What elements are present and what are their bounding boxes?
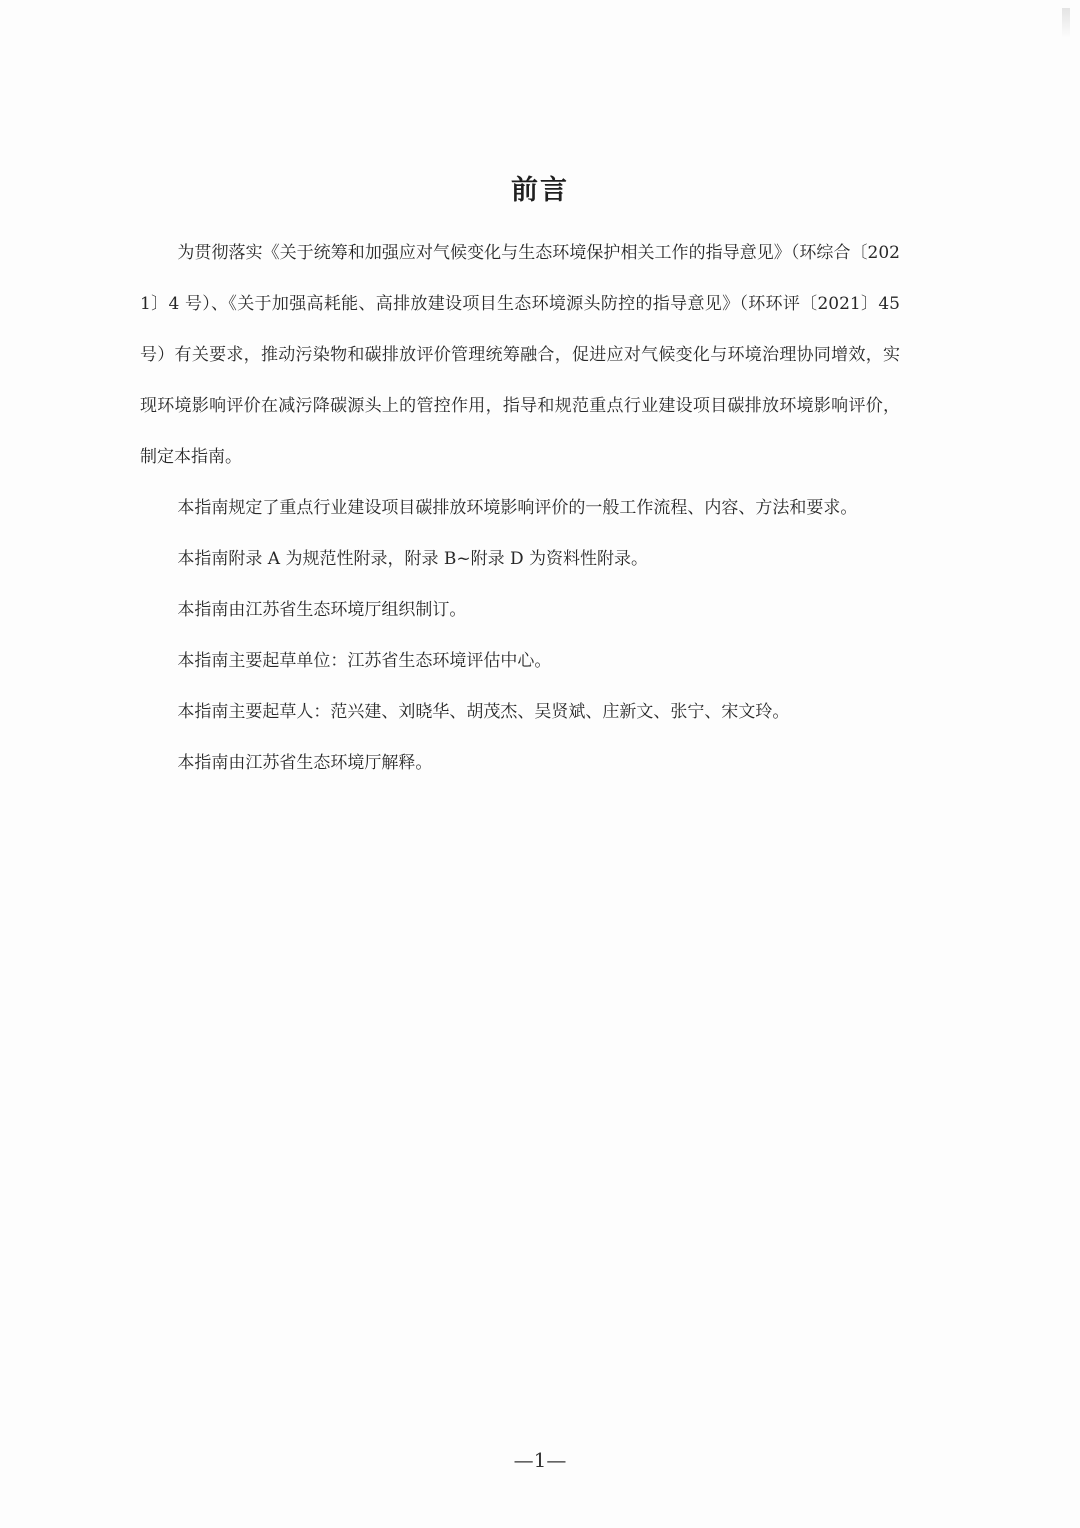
paragraph-purpose: 为贯彻落实《关于统筹和加强应对气候变化与生态环境保护相关工作的指导意见》（环综合〔2021〕4 号）、《关于加强高耗能、高排放建设项目生态环境源头防控的指导意见》（环环评〔2021〕45 号）有关要求，推动污染物和碳排放评价管理统筹融合，促进应对气候变化与环境治理协同增效，实现环境影响评价在减污降碳源头上的管控作用，指导和规范重点行业建设项目碳排放环境影响评价，制定本指南。 <box>140 243 900 467</box>
body-text <box>140 228 900 789</box>
page-title: 前言 <box>511 175 569 206</box>
paragraph-drafting-unit: 本指南主要起草单位：江苏省生态环境评估中心。 <box>177 651 552 671</box>
paragraph-scope: 本指南规定了重点行业建设项目碳排放环境影响评价的一般工作流程、内容、方法和要求。 <box>177 498 858 518</box>
paragraph-appendix: 本指南附录 A 为规范性附录，附录 B~附录 D 为资料性附录。 <box>177 549 649 569</box>
paragraph-drafters: 本指南主要起草人：范兴建、刘晓华、胡茂杰、吴贤斌、庄新文、张宁、宋文玲。 <box>177 702 790 722</box>
page-number: —1— <box>513 1448 567 1472</box>
paragraph-organizer: 本指南由江苏省生态环境厅组织制订。 <box>177 600 467 620</box>
scan-mark <box>1062 8 1070 38</box>
paragraph-interpretation: 本指南由江苏省生态环境厅解释。 <box>177 753 433 773</box>
